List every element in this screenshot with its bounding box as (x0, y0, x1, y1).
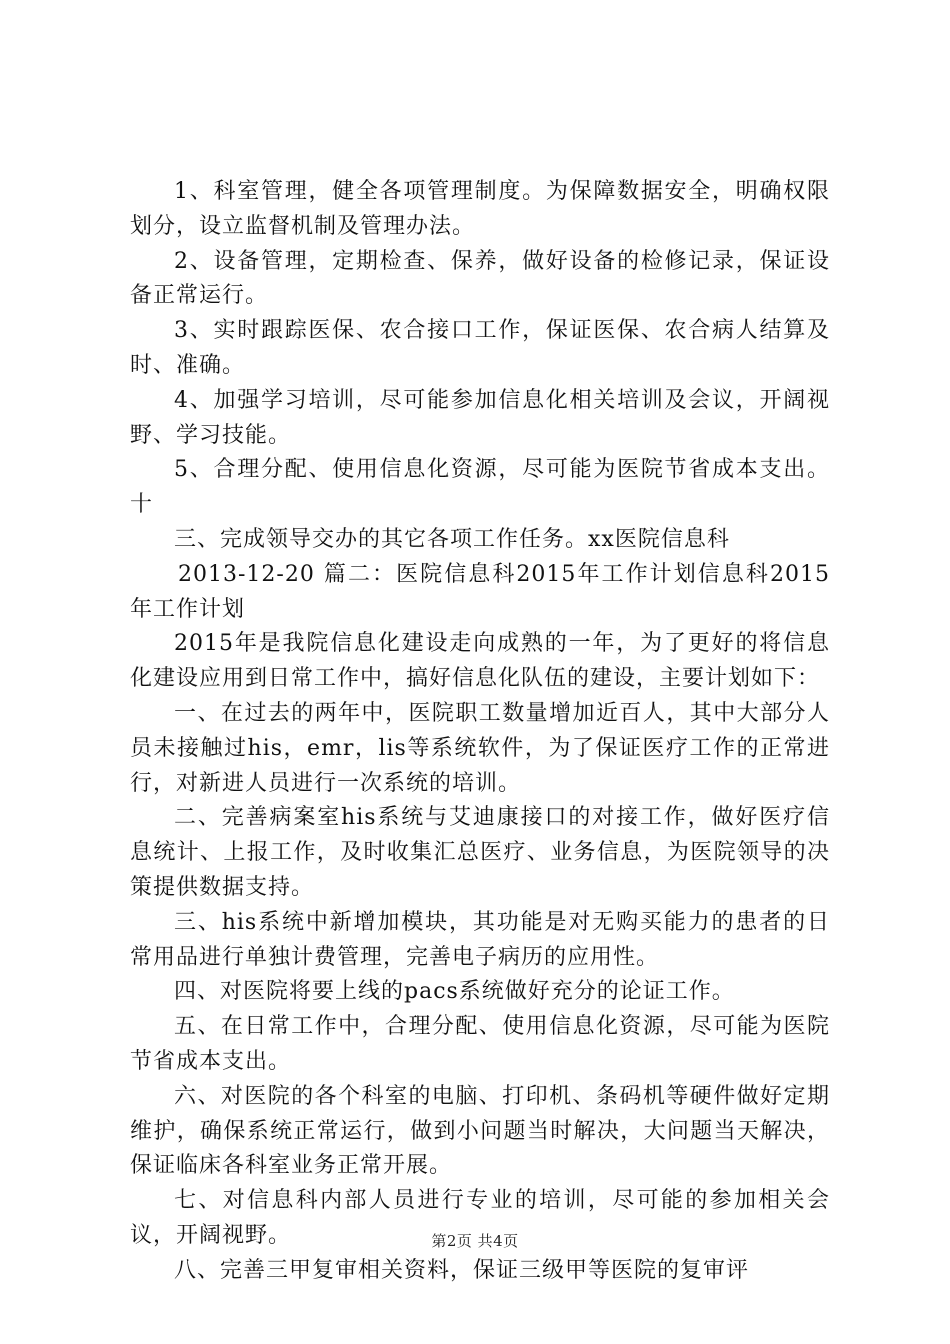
paragraph-8: 2015年是我院信息化建设走向成熟的一年，为了更好的将信息化建设应用到日常工作中，搞好信息化队伍的建设，主要计划如下： (130, 631, 830, 692)
paragraph-5: 5、合理分配、使用信息化资源，尽可能为医院节省成本支出。十 (130, 457, 830, 518)
paragraph-9: 一、在过去的两年中，医院职工数量增加近百人，其中大部分人员未接触过his，emr，lis等系统软件，为了保证医疗工作的正常进行，对新进人员进行一次系统的培训。 (130, 700, 830, 796)
page-number-footer: 第2页 共4页 (431, 1232, 519, 1250)
paragraph-7: 2013-12-20 篇二：医院信息科2015年工作计划信息科2015年工作计划 (130, 561, 830, 622)
paragraph-16: 八、完善三甲复审相关资料，保证三级甲等医院的复审评 (174, 1257, 750, 1283)
paragraph-2: 2、设备管理，定期检查、保养，做好设备的检修记录，保证设备正常运行。 (130, 248, 830, 309)
paragraph-11: 三、his系统中新增加模块，其功能是对无购买能力的患者的日常用品进行单独计费管理，完善电子病历的应用性。 (130, 909, 830, 970)
document-body (130, 175, 830, 1289)
paragraph-6: 三、完成领导交办的其它各项工作任务。xx医院信息科 (174, 526, 730, 552)
paragraph-14: 六、对医院的各个科室的电脑、打印机、条码机等硬件做好定期维护，确保系统正常运行，做到小问题当时解决，大问题当天解决，保证临床各科室业务正常开展。 (130, 1083, 830, 1179)
paragraph-3: 3、实时跟踪医保、农合接口工作，保证医保、农合病人结算及时、准确。 (130, 318, 830, 378)
paragraph-13: 五、在日常工作中，合理分配、使用信息化资源，尽可能为医院节省成本支出。 (130, 1014, 830, 1074)
paragraph-4: 4、加强学习培训，尽可能参加信息化相关培训及会议，开阔视野、学习技能。 (130, 387, 830, 448)
paragraph-1: 1、科室管理，健全各项管理制度。为保障数据安全，明确权限划分，设立监督机制及管理办法。 (130, 179, 830, 239)
paragraph-10: 二、完善病案室his系统与艾迪康接口的对接工作，做好医疗信息统计、上报工作，及时收集汇总医疗、业务信息，为医院领导的决策提供数据支持。 (130, 805, 830, 900)
paragraph-12: 四、对医院将要上线的pacs系统做好充分的论证工作。 (174, 979, 735, 1005)
paragraph-15: 七、对信息科内部人员进行专业的培训，尽可能的参加相关会议，开阔视野。 (130, 1188, 830, 1248)
